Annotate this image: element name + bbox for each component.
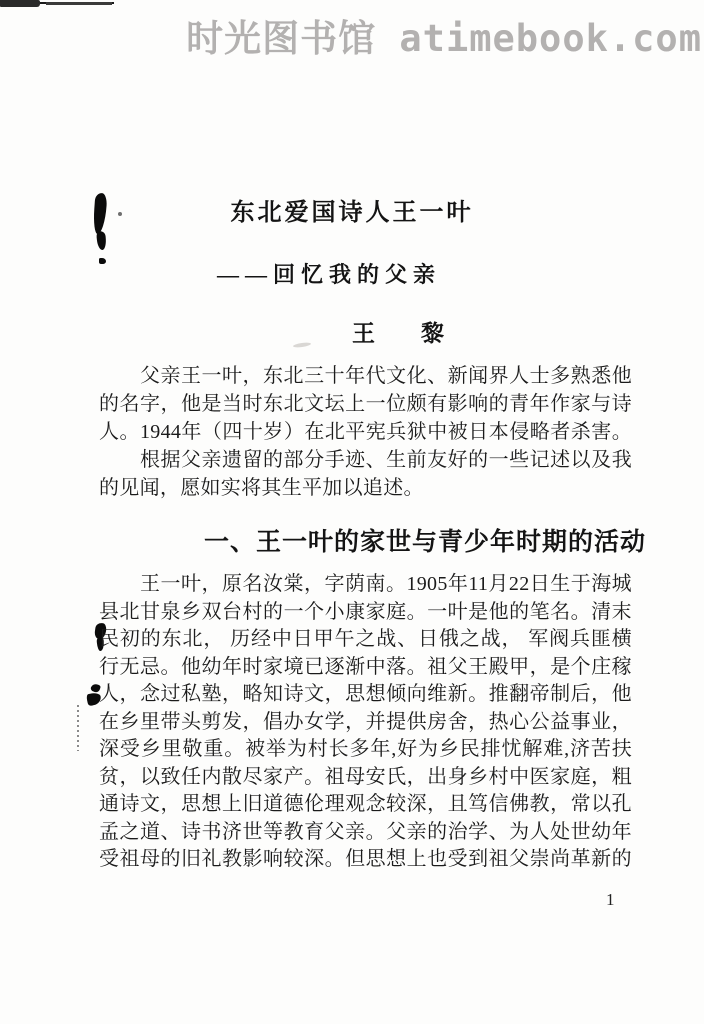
text-line: 贫，以致任内散尽家产。祖母安氏，出身乡村中医家庭，粗 (99, 765, 632, 788)
text-line: 根据父亲遗留的部分手迹、生前友好的一些记述以及我 (140, 449, 632, 471)
paragraph-1 (99, 362, 632, 502)
text-line: 的见闻，愿如实将其生平加以追述。 (99, 477, 424, 499)
text-line: 深受乡里敬重。被举为村长多年,好为乡民排忧解难,济苦扶 (99, 738, 632, 760)
text-line: 受祖母的旧礼教影响较深。但思想上也受到祖父崇尚革新的 (99, 848, 632, 870)
faint-smudge (293, 342, 311, 348)
page-number: 1 (606, 890, 615, 909)
text-line: 民初的东北， 历经中日甲午之战、日俄之战， 军阀兵匪横 (99, 628, 632, 650)
section-heading: 一、王一叶的家世与青少年时期的活动 (204, 529, 647, 556)
watermark-text: 时光图书馆 atimebook.com (186, 17, 702, 60)
scan-edge-artifact (0, 0, 40, 7)
article-subtitle: ——回忆我的父亲 (216, 262, 441, 287)
article-title: 东北爱国诗人王一叶 (230, 200, 474, 226)
text-line: 在乡里带头剪发，倡办女学，并提供房舍，热心公益事业， (99, 710, 632, 733)
text-line: 王一叶，原名汝棠，字荫南。1905年11月22日生于海城 (140, 573, 632, 595)
text-line: 县北甘泉乡双台村的一个小康家庭。一叶是他的笔名。清末 (99, 600, 632, 623)
text-line: 行无忌。他幼年时家境已逐渐中落。祖父王殿甲，是个庄稼 (99, 655, 632, 678)
ink-blot (96, 231, 107, 251)
text-line: 人，念过私塾，略知诗文，思想倾向维新。推翻帝制后，他 (99, 683, 632, 705)
paragraph-2 (99, 571, 632, 874)
text-line: 父亲王一叶，东北三十年代文化、新闻界人士多熟悉他 (140, 365, 632, 387)
scan-edge-artifact (46, 2, 112, 5)
scan-margin-artifact (77, 705, 79, 751)
text-line: 人。1944年（四十岁）在北平宪兵狱中被日本侵略者杀害。 (99, 421, 632, 443)
text-line: 的名字，他是当时东北文坛上一位颇有影响的青年作家与诗 (99, 393, 632, 415)
text-line: 通诗文，思想上旧道德伦理观念较深，且笃信佛教，常以孔 (99, 793, 632, 815)
text-line: 孟之道、诗书济世等教育父亲。父亲的治学、为人处世幼年 (99, 820, 632, 843)
author-name: 王 黎 (352, 321, 444, 346)
